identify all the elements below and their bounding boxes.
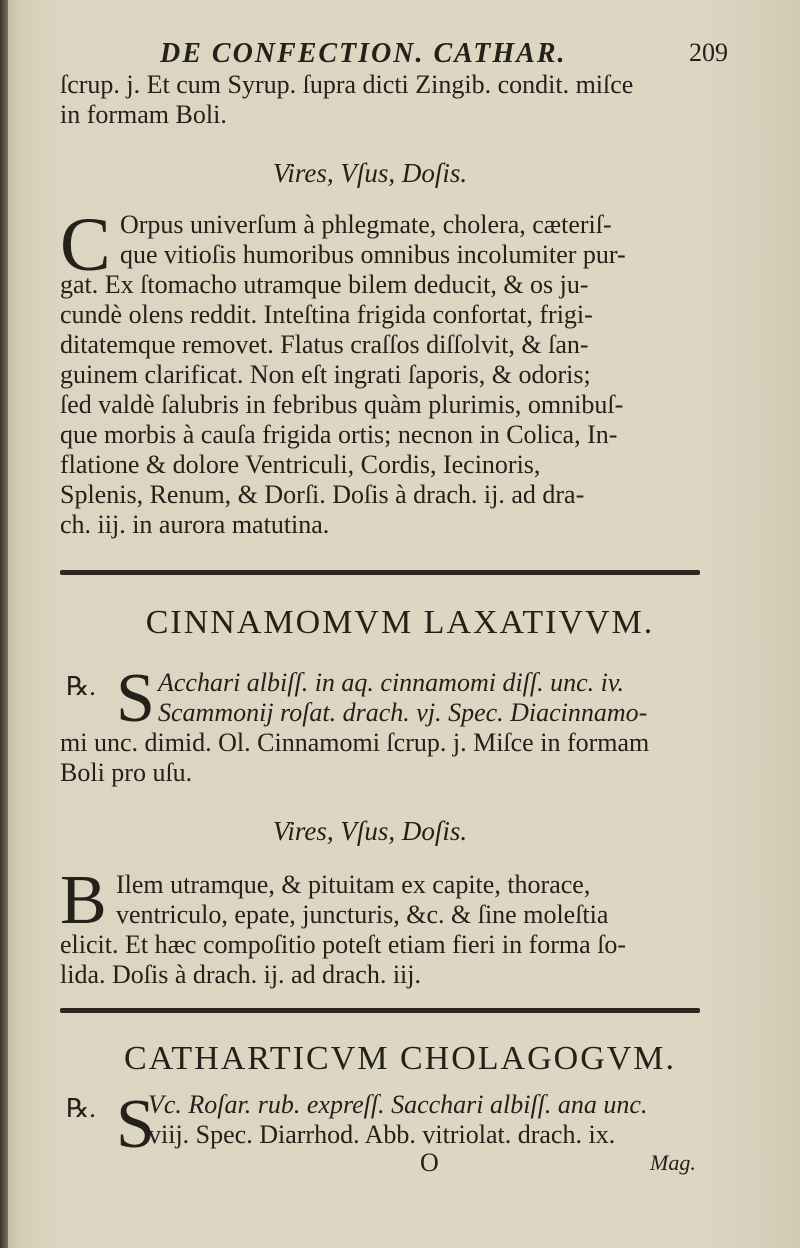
- signature-mark: O: [420, 1148, 439, 1177]
- section-divider: [60, 1008, 700, 1013]
- subheading-vires-usus-dosis: Vires, Vſus, Doſis.: [272, 816, 468, 846]
- section-title-cinnamomum: CINNAMOMVM LAXATIVVM.: [145, 604, 655, 641]
- text-line: lida. Doſis à drach. ij. ad drach. iij.: [60, 960, 422, 989]
- text-line: que vitioſis humoribus omnibus incolumiter pur-: [120, 240, 626, 269]
- section-divider: [60, 570, 700, 575]
- text-line: ſcrup. j. Et cum Syrup. ſupra dicti Zingib. condit. miſce: [60, 70, 634, 99]
- text-line: Splenis, Renum, & Dorſi. Doſis à drach. ij. ad dra-: [60, 480, 585, 509]
- text-line: Ilem utramque, & pituitam ex capite, thorace,: [116, 870, 591, 899]
- continuation-text: [60, 70, 728, 130]
- text-line: ditatemque removet. Flatus craſſos diſſolvit, & ſan-: [60, 330, 589, 359]
- recipe-cinnamomum: [60, 668, 728, 788]
- text-line: Orpus univerſum à phlegmate, cholera, cæteriſ-: [120, 210, 612, 239]
- text-line: ventriculo, epate, juncturis, &c. & ſine moleſtia: [116, 900, 609, 929]
- paragraph-virtues: [60, 203, 728, 540]
- recipe-catharticum: [60, 1090, 728, 1150]
- text-line: in formam Boli.: [60, 100, 227, 129]
- text-line: ch. iij. in aurora matutina.: [60, 510, 330, 539]
- drop-cap-s: S: [116, 660, 155, 737]
- section-title-catharticum: CATHARTICVM CHOLAGOGVM.: [123, 1040, 677, 1077]
- drop-cap-b: B: [60, 862, 107, 939]
- recipe-line: Scammonij roſat. drach. vj. Spec. Diacinnamo-: [158, 698, 648, 727]
- text-line: que morbis à cauſa frigida ortis; necnon in Colica, In-: [60, 420, 618, 449]
- running-header: [60, 38, 728, 68]
- recipe-symbol: ℞.: [66, 1094, 96, 1123]
- text-line: ſed valdè ſalubris in febribus quàm plurimis, omnibuſ-: [60, 390, 624, 419]
- recipe-line: Vc. Roſar. rub. expreſſ. Sacchari albiſſ. ana unc.: [148, 1090, 648, 1119]
- recipe-line: Boli pro uſu.: [60, 758, 193, 787]
- text-line: guinem clarificat. Non eſt ingrati ſaporis, & odoris;: [60, 360, 591, 389]
- running-title: DE CONFECTION. CATHAR.: [160, 38, 567, 69]
- paragraph-cinnamomum-virtues: [60, 870, 728, 990]
- text-line: elicit. Et hæc compoſitio poteſt etiam fieri in forma ſo-: [60, 930, 627, 959]
- recipe-symbol: ℞.: [66, 672, 96, 701]
- page-number: 209: [689, 38, 728, 67]
- drop-cap-c: C: [60, 203, 111, 287]
- catchword: Mag.: [650, 1150, 696, 1175]
- text-line: cundè olens reddit. Inteſtina frigida confortat, frigi-: [60, 300, 593, 329]
- recipe-line: mi unc. dimid. Ol. Cinnamomi ſcrup. j. Miſce in formam: [60, 728, 650, 757]
- recipe-line: Acchari albiſſ. in aq. cinnamomi diſſ. unc. iv.: [158, 668, 625, 697]
- subheading-vires-usus-dosis: Vires, Vſus, Doſis.: [272, 158, 468, 188]
- text-line: gat. Ex ſtomacho utramque bilem deducit, & os ju-: [60, 270, 589, 299]
- recipe-line: viij. Spec. Diarrhod. Abb. vitriolat. drach. ix.: [148, 1120, 616, 1149]
- text-line: flatione & dolore Ventriculi, Cordis, Iecinoris,: [60, 450, 541, 479]
- drop-cap-s: S: [116, 1086, 155, 1163]
